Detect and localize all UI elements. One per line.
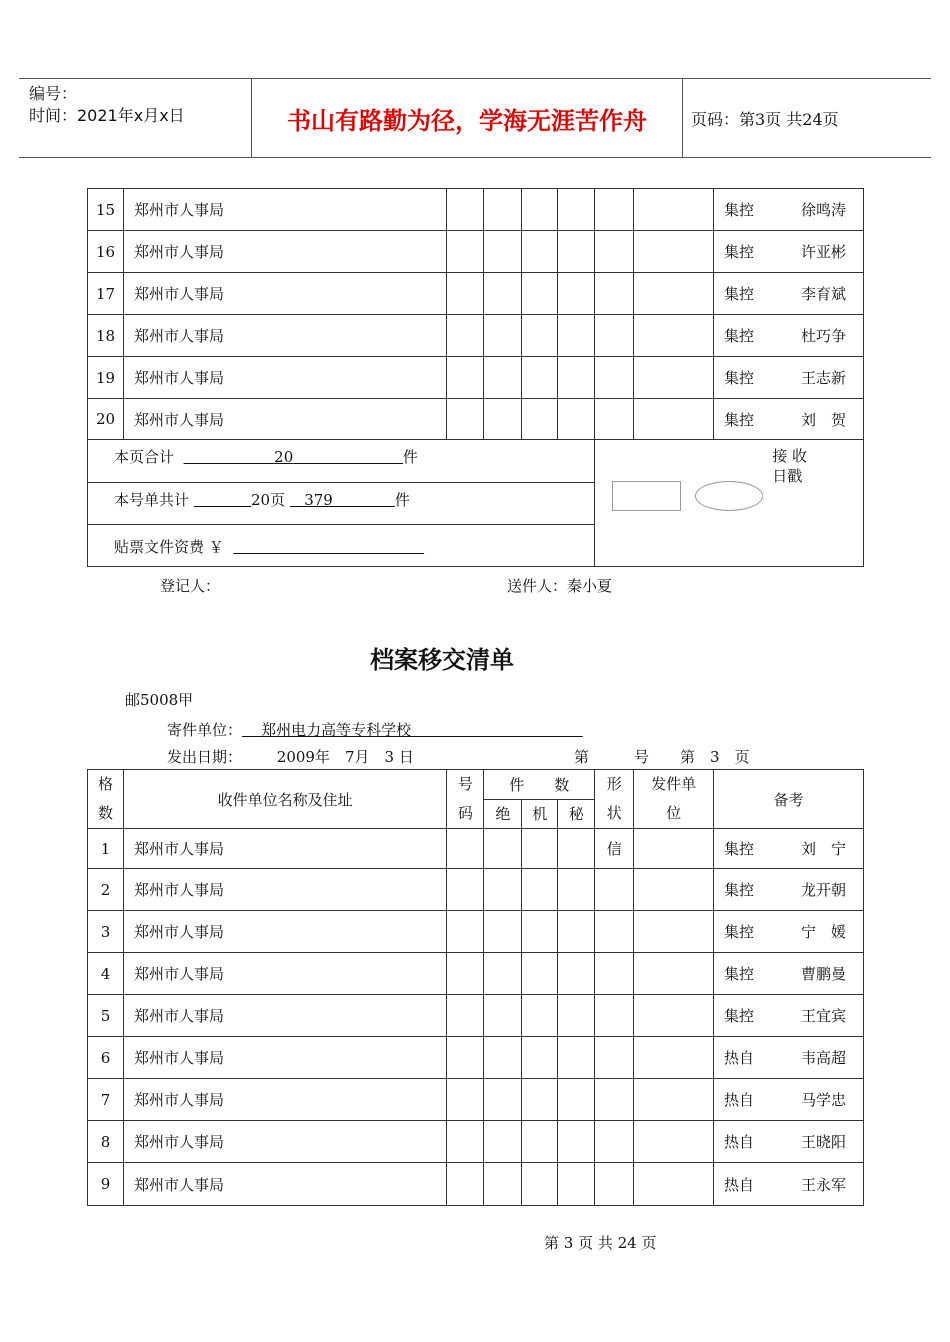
- remark-person: 杜巧争: [801, 327, 847, 345]
- table-row: [88, 189, 864, 231]
- stamp-cell: [595, 440, 864, 567]
- remark-prefix: 集控: [724, 965, 755, 983]
- empty-cell: [558, 1037, 595, 1079]
- empty-cell: [447, 189, 484, 231]
- row-number: 7: [88, 1079, 124, 1121]
- empty-cell: [522, 953, 558, 995]
- remark-cell: [714, 911, 864, 953]
- recipient-name: 郑州市人事局: [123, 1121, 446, 1163]
- empty-cell: [634, 911, 714, 953]
- remark-cell: [714, 399, 864, 440]
- empty-cell: [484, 911, 522, 953]
- empty-cell: [484, 189, 522, 231]
- form-cell: [595, 995, 634, 1037]
- empty-cell: [634, 995, 714, 1037]
- form-cell: [595, 911, 634, 953]
- recipient-name: 郑州市人事局: [123, 189, 447, 231]
- remark-cell: [714, 189, 864, 231]
- table2-body: [88, 829, 864, 1206]
- page-total: 本页合计 20 件: [114, 448, 418, 466]
- empty-cell: [595, 231, 634, 273]
- recipient-name: 郑州市人事局: [123, 315, 447, 357]
- table-row: [88, 1079, 864, 1121]
- empty-cell: [634, 1121, 714, 1163]
- row-number: 1: [88, 829, 124, 869]
- empty-cell: [484, 231, 522, 273]
- empty-cell: [484, 315, 522, 357]
- empty-cell: [484, 869, 522, 911]
- empty-cell: [484, 1163, 522, 1206]
- remark-prefix: 集控: [724, 410, 755, 429]
- empty-cell: [634, 273, 714, 315]
- table-row: [88, 1163, 864, 1206]
- empty-cell: [634, 829, 714, 869]
- remark-prefix: 集控: [724, 285, 755, 303]
- order-total: 本号单共计 20页 379 件: [114, 491, 410, 509]
- form-cell: 信: [595, 829, 634, 869]
- remark-prefix: 集控: [724, 243, 755, 261]
- remark-person: 王宜宾: [801, 1007, 847, 1025]
- remark-cell: [714, 273, 864, 315]
- empty-cell: [558, 189, 595, 231]
- table1-body: [88, 189, 864, 440]
- empty-cell: [447, 231, 484, 273]
- row-number: 20: [88, 399, 124, 440]
- number-label: 编号：: [29, 84, 78, 103]
- empty-cell: [447, 315, 484, 357]
- empty-cell: [447, 357, 484, 399]
- remark-person: 王志新: [801, 369, 847, 387]
- empty-cell: [484, 1037, 522, 1079]
- empty-cell: [522, 995, 558, 1037]
- remark-cell: [714, 1121, 864, 1163]
- empty-cell: [634, 399, 714, 440]
- remark-cell: [714, 1079, 864, 1121]
- form-code: 邮5008甲: [125, 691, 194, 709]
- page-label-2: 第 3 页: [680, 748, 750, 766]
- empty-cell: [447, 869, 484, 911]
- remark-person: 马学忠: [801, 1091, 847, 1109]
- recipient-name: 郑州市人事局: [123, 1079, 446, 1121]
- empty-cell: [558, 911, 595, 953]
- recipient-name: 郑州市人事局: [123, 1037, 446, 1079]
- empty-cell: [447, 1163, 484, 1206]
- recipient-name: 郑州市人事局: [123, 911, 446, 953]
- remark-cell: [714, 869, 864, 911]
- remark-person: 龙开朝: [801, 881, 847, 899]
- remark-person: 宁 媛: [801, 923, 847, 941]
- remark-person: 王晓阳: [801, 1133, 847, 1151]
- remark-cell: [714, 357, 864, 399]
- recipient-name: 郑州市人事局: [123, 357, 447, 399]
- row-number: 6: [88, 1037, 124, 1079]
- table-row: [88, 829, 864, 869]
- remark-cell: [714, 953, 864, 995]
- recipient-name: 郑州市人事局: [123, 869, 446, 911]
- header-meta: [29, 79, 251, 161]
- receive-stamp-label: 接 收 日戳: [772, 447, 808, 485]
- empty-cell: [484, 357, 522, 399]
- recipient-name: 郑州市人事局: [123, 995, 446, 1037]
- empty-cell: [595, 315, 634, 357]
- form-cell: [595, 869, 634, 911]
- form-cell: [595, 1163, 634, 1206]
- table-row: [88, 399, 864, 440]
- empty-cell: [595, 189, 634, 231]
- empty-cell: [484, 1079, 522, 1121]
- empty-cell: [484, 399, 522, 440]
- remark-prefix: 集控: [724, 369, 755, 387]
- table-row: [88, 231, 864, 273]
- recipient-name: 郑州市人事局: [123, 1163, 446, 1206]
- recipient-name: 郑州市人事局: [123, 399, 447, 440]
- empty-cell: [447, 1079, 484, 1121]
- form-cell: [595, 953, 634, 995]
- remark-cell: [714, 315, 864, 357]
- remark-cell: [714, 995, 864, 1037]
- remark-prefix: 集控: [724, 327, 755, 345]
- empty-cell: [634, 1163, 714, 1206]
- row-number: 18: [88, 315, 124, 357]
- empty-cell: [522, 911, 558, 953]
- remark-prefix: 集控: [724, 881, 755, 899]
- table-row: [88, 1037, 864, 1079]
- sender-label: 送件人：秦小夏: [507, 577, 613, 595]
- empty-cell: [558, 1121, 595, 1163]
- empty-cell: [484, 273, 522, 315]
- table-row: [88, 911, 864, 953]
- empty-cell: [634, 1079, 714, 1121]
- empty-cell: [558, 231, 595, 273]
- empty-cell: [447, 829, 484, 869]
- empty-cell: [595, 357, 634, 399]
- remark-person: 许亚彬: [801, 243, 847, 261]
- row-number: 15: [88, 189, 124, 231]
- remark-person: 徐鸣涛: [801, 201, 847, 219]
- recipient-name: 郑州市人事局: [123, 231, 447, 273]
- empty-cell: [447, 995, 484, 1037]
- postage: 贴票文件资费 ￥: [114, 538, 224, 556]
- empty-cell: [522, 231, 558, 273]
- empty-cell: [558, 953, 595, 995]
- table-row: [88, 953, 864, 995]
- empty-cell: [522, 869, 558, 911]
- remark-cell: [714, 1163, 864, 1206]
- remark-prefix: 热自: [724, 1091, 755, 1109]
- empty-cell: [522, 273, 558, 315]
- sender-unit-line: 寄件单位： 郑州电力高等专科学校: [167, 721, 412, 739]
- empty-cell: [634, 357, 714, 399]
- page-header: [19, 78, 931, 158]
- recipient-name: 郑州市人事局: [123, 953, 446, 995]
- remark-prefix: 集控: [724, 201, 755, 219]
- date-line: 发出日期： 2009年 7月 3 日: [167, 748, 414, 766]
- archive-table-continued: [87, 188, 864, 567]
- row-number: 2: [88, 869, 124, 911]
- table-row: [88, 1121, 864, 1163]
- remark-prefix: 集控: [724, 840, 755, 858]
- remark-cell: [714, 231, 864, 273]
- table-row: [88, 869, 864, 911]
- remark-person: 王永军: [801, 1175, 847, 1194]
- table-row: [88, 357, 864, 399]
- remark-prefix: 热自: [724, 1133, 755, 1151]
- empty-cell: [558, 829, 595, 869]
- row-number: 8: [88, 1121, 124, 1163]
- header-page-info: 页码：第3页 共24页: [691, 109, 839, 129]
- empty-cell: [522, 829, 558, 869]
- remark-person: 韦高超: [801, 1049, 847, 1067]
- empty-cell: [558, 995, 595, 1037]
- col-header-name: 收件单位名称及住址: [123, 770, 446, 829]
- remark-person: 曹鹏曼: [801, 965, 847, 983]
- remark-prefix: 集控: [724, 1007, 755, 1025]
- table-row: [88, 315, 864, 357]
- empty-cell: [634, 953, 714, 995]
- stamp-oval: [695, 481, 763, 511]
- empty-cell: [522, 357, 558, 399]
- col-header-ji: 机: [522, 799, 558, 829]
- empty-cell: [447, 911, 484, 953]
- remark-person: 刘 宁: [801, 840, 847, 858]
- col-header-sender: 发件单 位: [634, 770, 714, 829]
- col-header-no: 格 数: [88, 770, 124, 829]
- recipient-name: 郑州市人事局: [123, 273, 447, 315]
- remark-person: 李育斌: [801, 285, 847, 303]
- form-title: 档案移交清单: [370, 645, 514, 674]
- empty-cell: [558, 869, 595, 911]
- form-cell: [595, 1037, 634, 1079]
- empty-cell: [634, 189, 714, 231]
- empty-cell: [558, 357, 595, 399]
- remark-prefix: 热自: [724, 1049, 755, 1067]
- empty-cell: [595, 273, 634, 315]
- empty-cell: [447, 953, 484, 995]
- col-header-number: 号 码: [447, 770, 484, 829]
- remark-prefix: 热自: [724, 1175, 755, 1194]
- col-header-remark: 备考: [714, 770, 864, 829]
- col-header-form: 形 状: [595, 770, 634, 829]
- table-row: [88, 995, 864, 1037]
- header-motto: 书山有路勤为径，学海无涯苦作舟: [251, 79, 683, 157]
- table2-header-row-1: [88, 770, 864, 800]
- col-header-count: 件 数: [484, 770, 595, 800]
- summary-row: [88, 440, 864, 567]
- recipient-name: 郑州市人事局: [123, 829, 446, 869]
- empty-cell: [484, 829, 522, 869]
- row-number: 5: [88, 995, 124, 1037]
- empty-cell: [595, 399, 634, 440]
- empty-cell: [522, 1079, 558, 1121]
- col-header-jue: 绝: [484, 799, 522, 829]
- row-number: 9: [88, 1163, 124, 1206]
- empty-cell: [558, 315, 595, 357]
- empty-cell: [522, 315, 558, 357]
- stamp-box: [612, 481, 681, 511]
- empty-cell: [634, 1037, 714, 1079]
- archive-transfer-table: [87, 769, 864, 1206]
- empty-cell: [447, 273, 484, 315]
- empty-cell: [447, 399, 484, 440]
- empty-cell: [558, 273, 595, 315]
- remark-person: 刘 贺: [801, 410, 847, 429]
- page-footer: 第 3 页 共 24 页: [544, 1234, 657, 1252]
- empty-cell: [484, 995, 522, 1037]
- empty-cell: [558, 399, 595, 440]
- empty-cell: [634, 315, 714, 357]
- remark-prefix: 集控: [724, 923, 755, 941]
- empty-cell: [634, 231, 714, 273]
- row-number: 3: [88, 911, 124, 953]
- col-header-mi: 秘: [558, 799, 595, 829]
- row-number: 16: [88, 231, 124, 273]
- empty-cell: [558, 1079, 595, 1121]
- empty-cell: [447, 1121, 484, 1163]
- row-number: 19: [88, 357, 124, 399]
- number-label-2: 第 号: [574, 748, 650, 766]
- empty-cell: [558, 1163, 595, 1206]
- form-cell: [595, 1121, 634, 1163]
- row-number: 17: [88, 273, 124, 315]
- empty-cell: [522, 1037, 558, 1079]
- remark-cell: [714, 829, 864, 869]
- summary-cell: [88, 440, 595, 567]
- empty-cell: [484, 1121, 522, 1163]
- registrar-label: 登记人：: [160, 577, 221, 595]
- empty-cell: [522, 189, 558, 231]
- empty-cell: [484, 953, 522, 995]
- remark-cell: [714, 1037, 864, 1079]
- form-cell: [595, 1079, 634, 1121]
- empty-cell: [447, 1037, 484, 1079]
- empty-cell: [634, 869, 714, 911]
- empty-cell: [522, 1163, 558, 1206]
- row-number: 4: [88, 953, 124, 995]
- time-label: 时间：2021年x月x日: [29, 106, 185, 125]
- empty-cell: [522, 399, 558, 440]
- table-row: [88, 273, 864, 315]
- empty-cell: [522, 1121, 558, 1163]
